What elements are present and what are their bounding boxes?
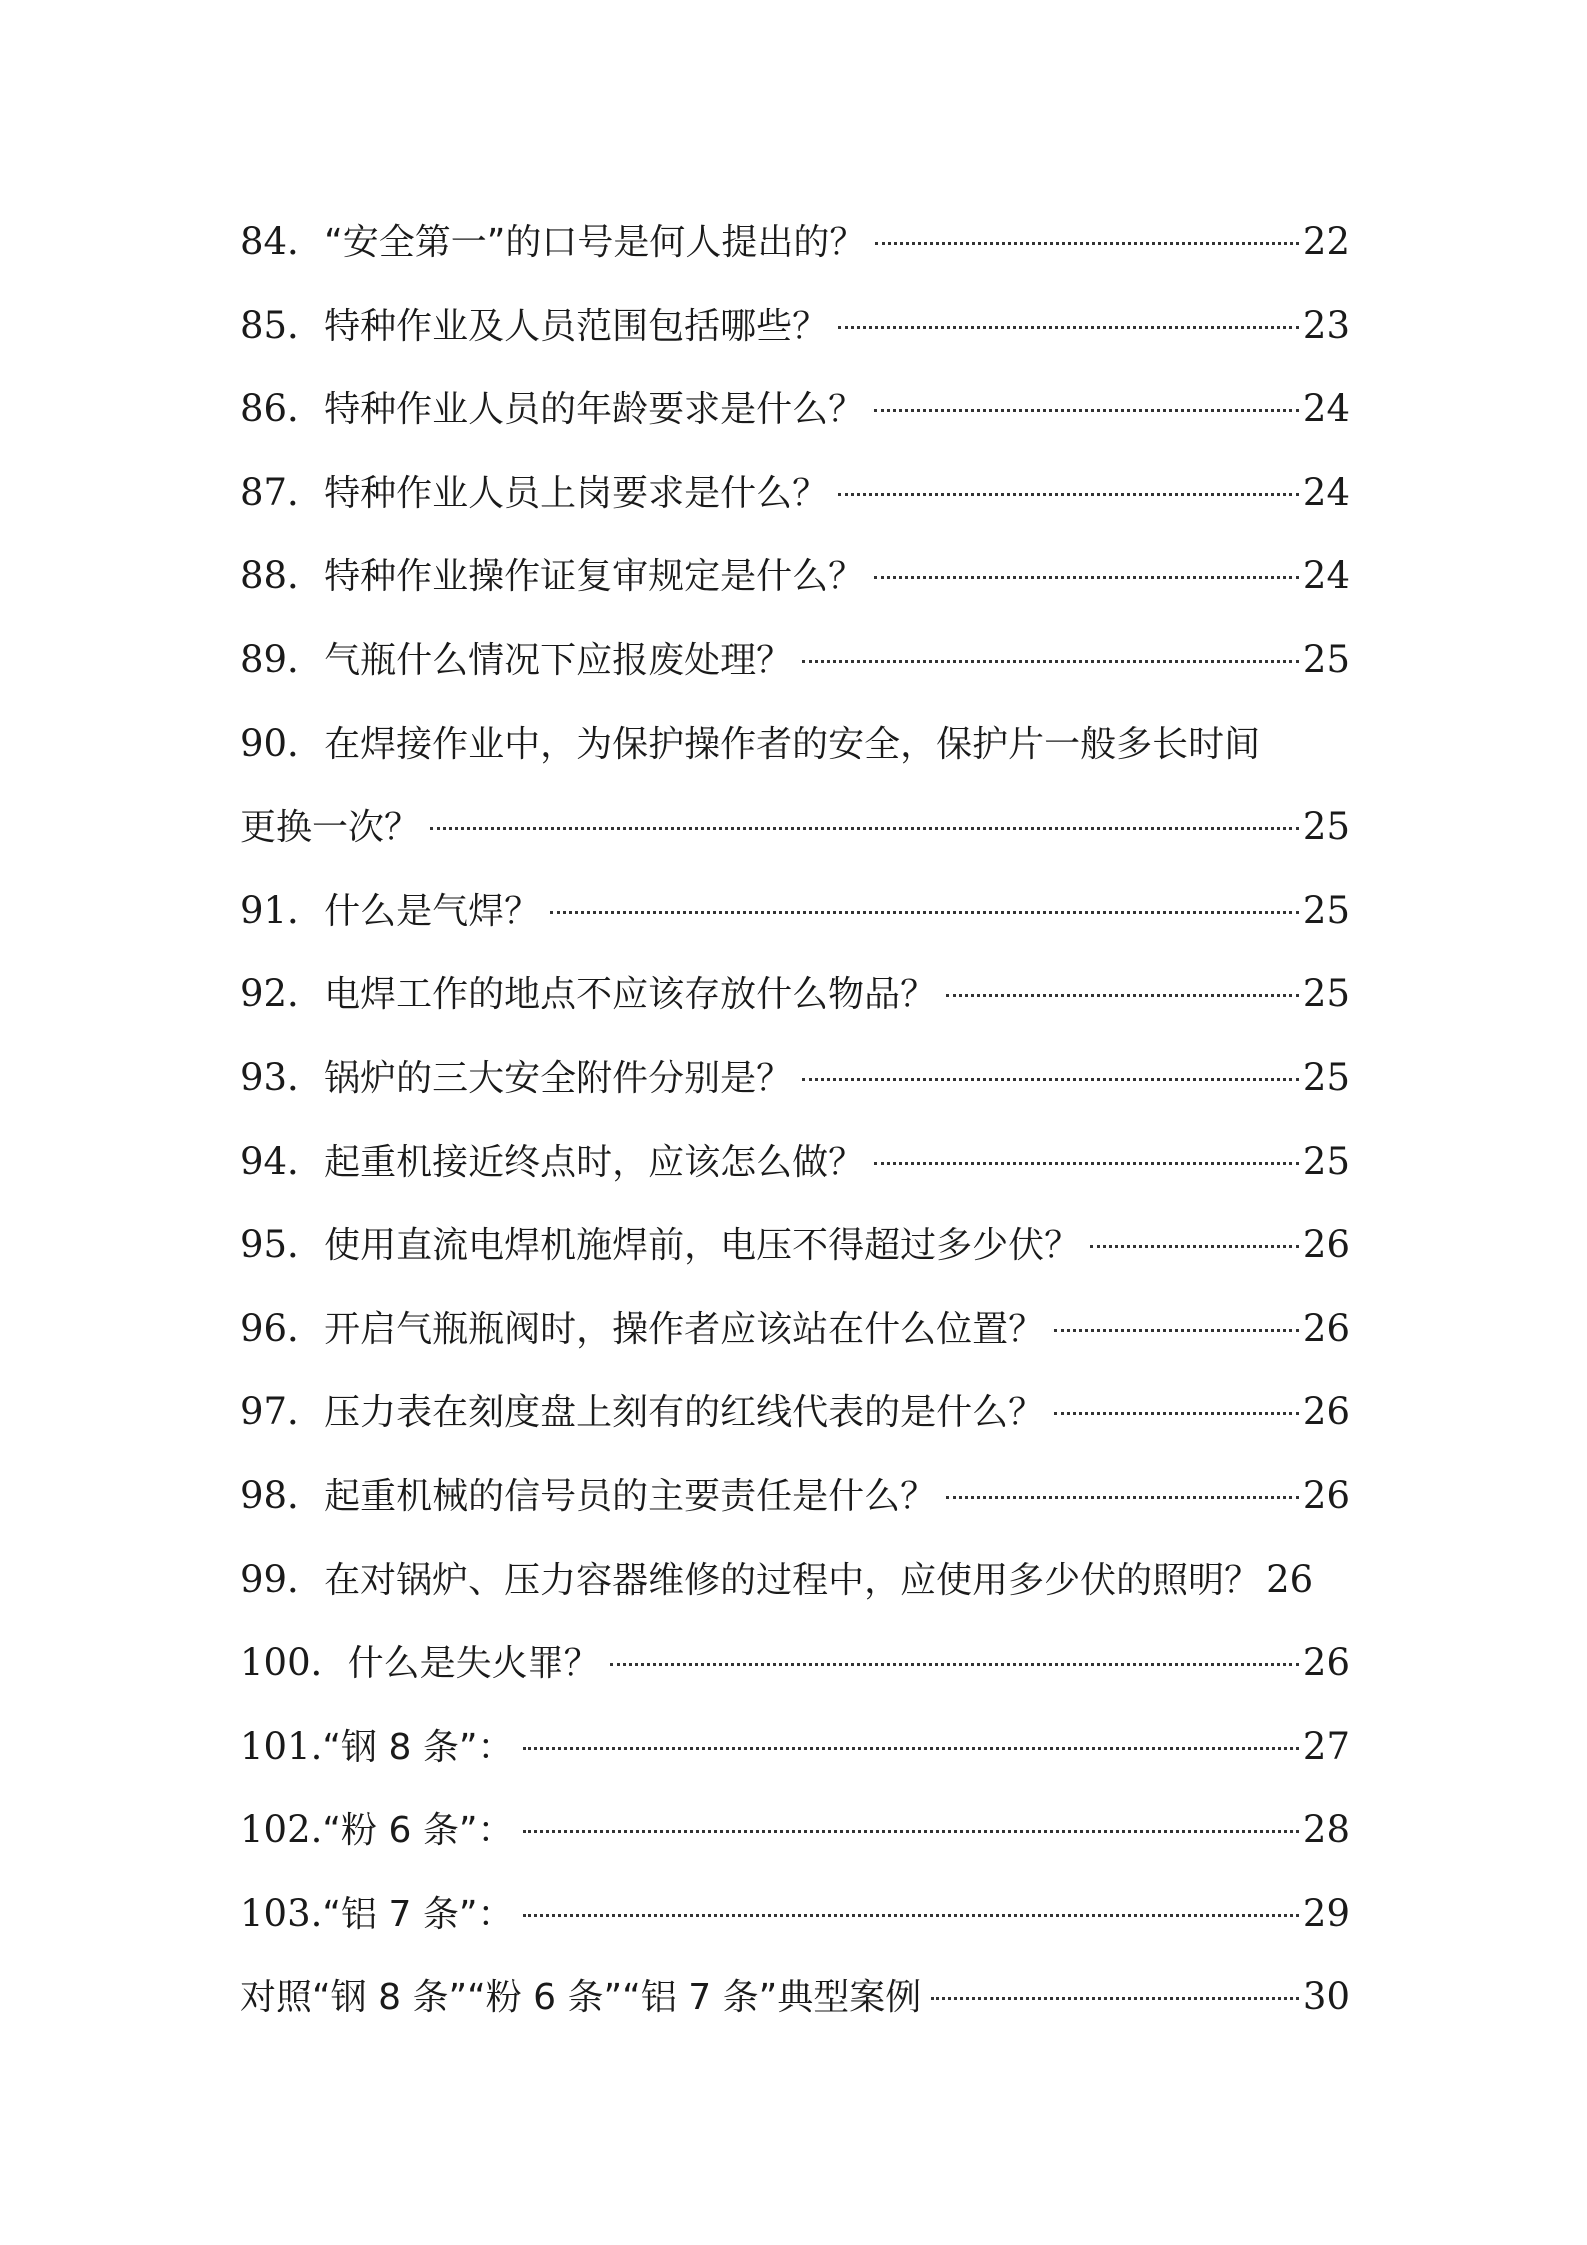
toc-entry-title: 开启气瓶瓶阀时，操作者应该站在什么位置？ <box>324 1308 1045 1350</box>
dot-leader <box>946 1496 1299 1499</box>
dot-leader <box>875 242 1299 245</box>
toc-entry-number: 92． <box>240 972 325 1016</box>
toc-entry-number: 88． <box>240 554 325 598</box>
toc-entry-page: 25 <box>1302 637 1350 681</box>
toc-entry-title-continuation: 更换一次？ <box>240 807 421 849</box>
toc-entry[interactable] <box>240 1621 1350 1705</box>
toc-entry-title: 电焊工作的地点不应该存放什么物品？ <box>324 974 937 1016</box>
toc-entry[interactable] <box>240 1287 1350 1371</box>
toc-entry-title: 气瓶什么情况下应报废处理？ <box>324 639 793 681</box>
toc-entry-title: 特种作业人员的年龄要求是什么？ <box>324 389 865 431</box>
toc-entry-number: 86． <box>240 387 325 431</box>
toc-entry-title: “钢 8 条”： <box>322 1726 514 1768</box>
toc-entry-number: 87． <box>240 470 325 514</box>
toc-entry-page: 25 <box>1302 1139 1350 1183</box>
toc-entry-page: 30 <box>1302 1975 1350 2019</box>
toc-entry-page: 24 <box>1302 554 1350 598</box>
dot-leader <box>1054 1329 1299 1332</box>
toc-entry-title: 特种作业操作证复审规定是什么？ <box>324 556 865 598</box>
toc-entry-page: 26 <box>1302 1390 1350 1434</box>
toc-entry[interactable] <box>240 952 1350 1036</box>
toc-entry-number: 97． <box>240 1390 325 1434</box>
toc-entry-number: 96． <box>240 1306 325 1350</box>
toc-entry-page: 29 <box>1302 1891 1350 1935</box>
toc-entry-title: 锅炉的三大安全附件分别是？ <box>324 1057 793 1099</box>
toc-entry-page: 25 <box>1302 1055 1350 1099</box>
toc-entry-page: 25 <box>1302 972 1350 1016</box>
dot-leader <box>802 1078 1299 1081</box>
toc-entry-number: 102. <box>240 1808 323 1852</box>
dot-leader <box>874 409 1299 412</box>
toc-entry[interactable] <box>240 1120 1350 1204</box>
dot-leader <box>523 1747 1298 1750</box>
dot-leader <box>946 994 1299 997</box>
toc-entry-page: 26 <box>1302 1641 1350 1685</box>
toc-entry-number: 91． <box>240 888 325 932</box>
toc-entry[interactable] <box>240 1203 1350 1287</box>
toc-entry-number: 89． <box>240 637 325 681</box>
toc-entry-page: 26 <box>1302 1306 1350 1350</box>
toc-entry[interactable] <box>240 869 1350 953</box>
dot-leader <box>1054 1412 1299 1415</box>
toc-entry-page: 27 <box>1302 1724 1350 1768</box>
dot-leader <box>523 1914 1298 1917</box>
dot-leader <box>550 911 1299 914</box>
toc-entry-title: 压力表在刻度盘上刻有的红线代表的是什么？ <box>324 1392 1045 1434</box>
toc-entry-page: 26 <box>1266 1557 1314 1601</box>
toc-entry[interactable] <box>240 284 1350 368</box>
toc-entry[interactable] <box>240 1788 1350 1872</box>
toc-entry-page: 22 <box>1302 220 1350 263</box>
toc-entry[interactable] <box>240 618 1350 702</box>
dot-leader <box>874 576 1299 579</box>
toc-entry-title: 什么是气焊？ <box>324 890 541 932</box>
toc-entry-number: 90． <box>240 721 325 765</box>
toc-entry-number: 99． <box>240 1557 325 1601</box>
toc-entry-number: 94． <box>240 1139 325 1183</box>
toc-entry[interactable] <box>240 1955 1350 2039</box>
toc-entry-number: 100． <box>240 1641 348 1685</box>
toc-entry-page: 23 <box>1302 303 1350 347</box>
toc-entry[interactable] <box>240 1872 1350 1956</box>
toc-entry-title: 起重机械的信号员的主要责任是什么？ <box>324 1475 937 1517</box>
dot-leader <box>838 326 1299 329</box>
toc-entry-title: 在对锅炉、压力容器维修的过程中，应使用多少伏的照明？ <box>324 1559 1261 1601</box>
toc-entry[interactable] <box>240 1454 1350 1538</box>
toc-entry-title: 什么是失火罪？ <box>347 1643 600 1685</box>
toc-entry[interactable] <box>240 451 1350 535</box>
toc-entry-page: 28 <box>1302 1808 1350 1852</box>
dot-leader <box>838 493 1299 496</box>
toc-entry[interactable] <box>240 1538 1350 1622</box>
dot-leader <box>610 1663 1299 1666</box>
toc-entry[interactable] <box>240 1705 1350 1789</box>
toc-entry-number: 84． <box>240 220 325 263</box>
toc-entry-title: 特种作业人员上岗要求是什么？ <box>324 472 829 514</box>
table-of-contents <box>240 200 1350 2039</box>
toc-entry-title: “铝 7 条”： <box>322 1893 514 1935</box>
toc-entry-page: 26 <box>1302 1223 1350 1267</box>
toc-entry-title: “粉 6 条”： <box>322 1810 514 1852</box>
toc-entry-number: 98． <box>240 1473 325 1517</box>
toc-entry-title: 使用直流电焊机施焊前，电压不得超过多少伏？ <box>324 1225 1081 1267</box>
dot-leader <box>1090 1245 1299 1248</box>
toc-entry-wrapped-first-line[interactable] <box>240 702 1350 786</box>
dot-leader <box>802 660 1299 663</box>
dot-leader <box>931 1997 1299 2000</box>
toc-entry-page: 24 <box>1302 470 1350 514</box>
toc-entry-number: 101. <box>240 1724 323 1768</box>
toc-entry[interactable] <box>240 200 1350 284</box>
toc-entry-page: 25 <box>1302 888 1350 932</box>
dot-leader <box>523 1830 1298 1833</box>
toc-entry[interactable] <box>240 367 1350 451</box>
toc-entry-number: 95． <box>240 1223 325 1267</box>
toc-entry-page: 24 <box>1302 387 1350 431</box>
dot-leader <box>874 1162 1299 1165</box>
toc-entry-title: 起重机接近终点时，应该怎么做？ <box>324 1141 865 1183</box>
dot-leader <box>430 827 1299 830</box>
toc-entry-title: 在焊接作业中，为保护操作者的安全，保护片一般多长时间 <box>324 723 1261 765</box>
toc-entry-number: 103. <box>240 1891 323 1935</box>
toc-entry-number: 93． <box>240 1055 325 1099</box>
toc-entry[interactable] <box>240 534 1350 618</box>
toc-entry[interactable] <box>240 1036 1350 1120</box>
toc-entry-title: 特种作业及人员范围包括哪些？ <box>324 305 829 347</box>
toc-entry-page: 26 <box>1302 1473 1350 1517</box>
toc-entry-number: 85． <box>240 303 325 347</box>
toc-entry[interactable] <box>240 1370 1350 1454</box>
toc-entry-title: 对照“钢 8 条”“粉 6 条”“铝 7 条”典型案例 <box>240 1977 922 2019</box>
toc-entry-page: 25 <box>1302 805 1350 849</box>
toc-entry-title: “安全第一”的口号是何人提出的？ <box>324 222 866 263</box>
toc-entry-wrapped-second-line[interactable] <box>240 785 1350 869</box>
